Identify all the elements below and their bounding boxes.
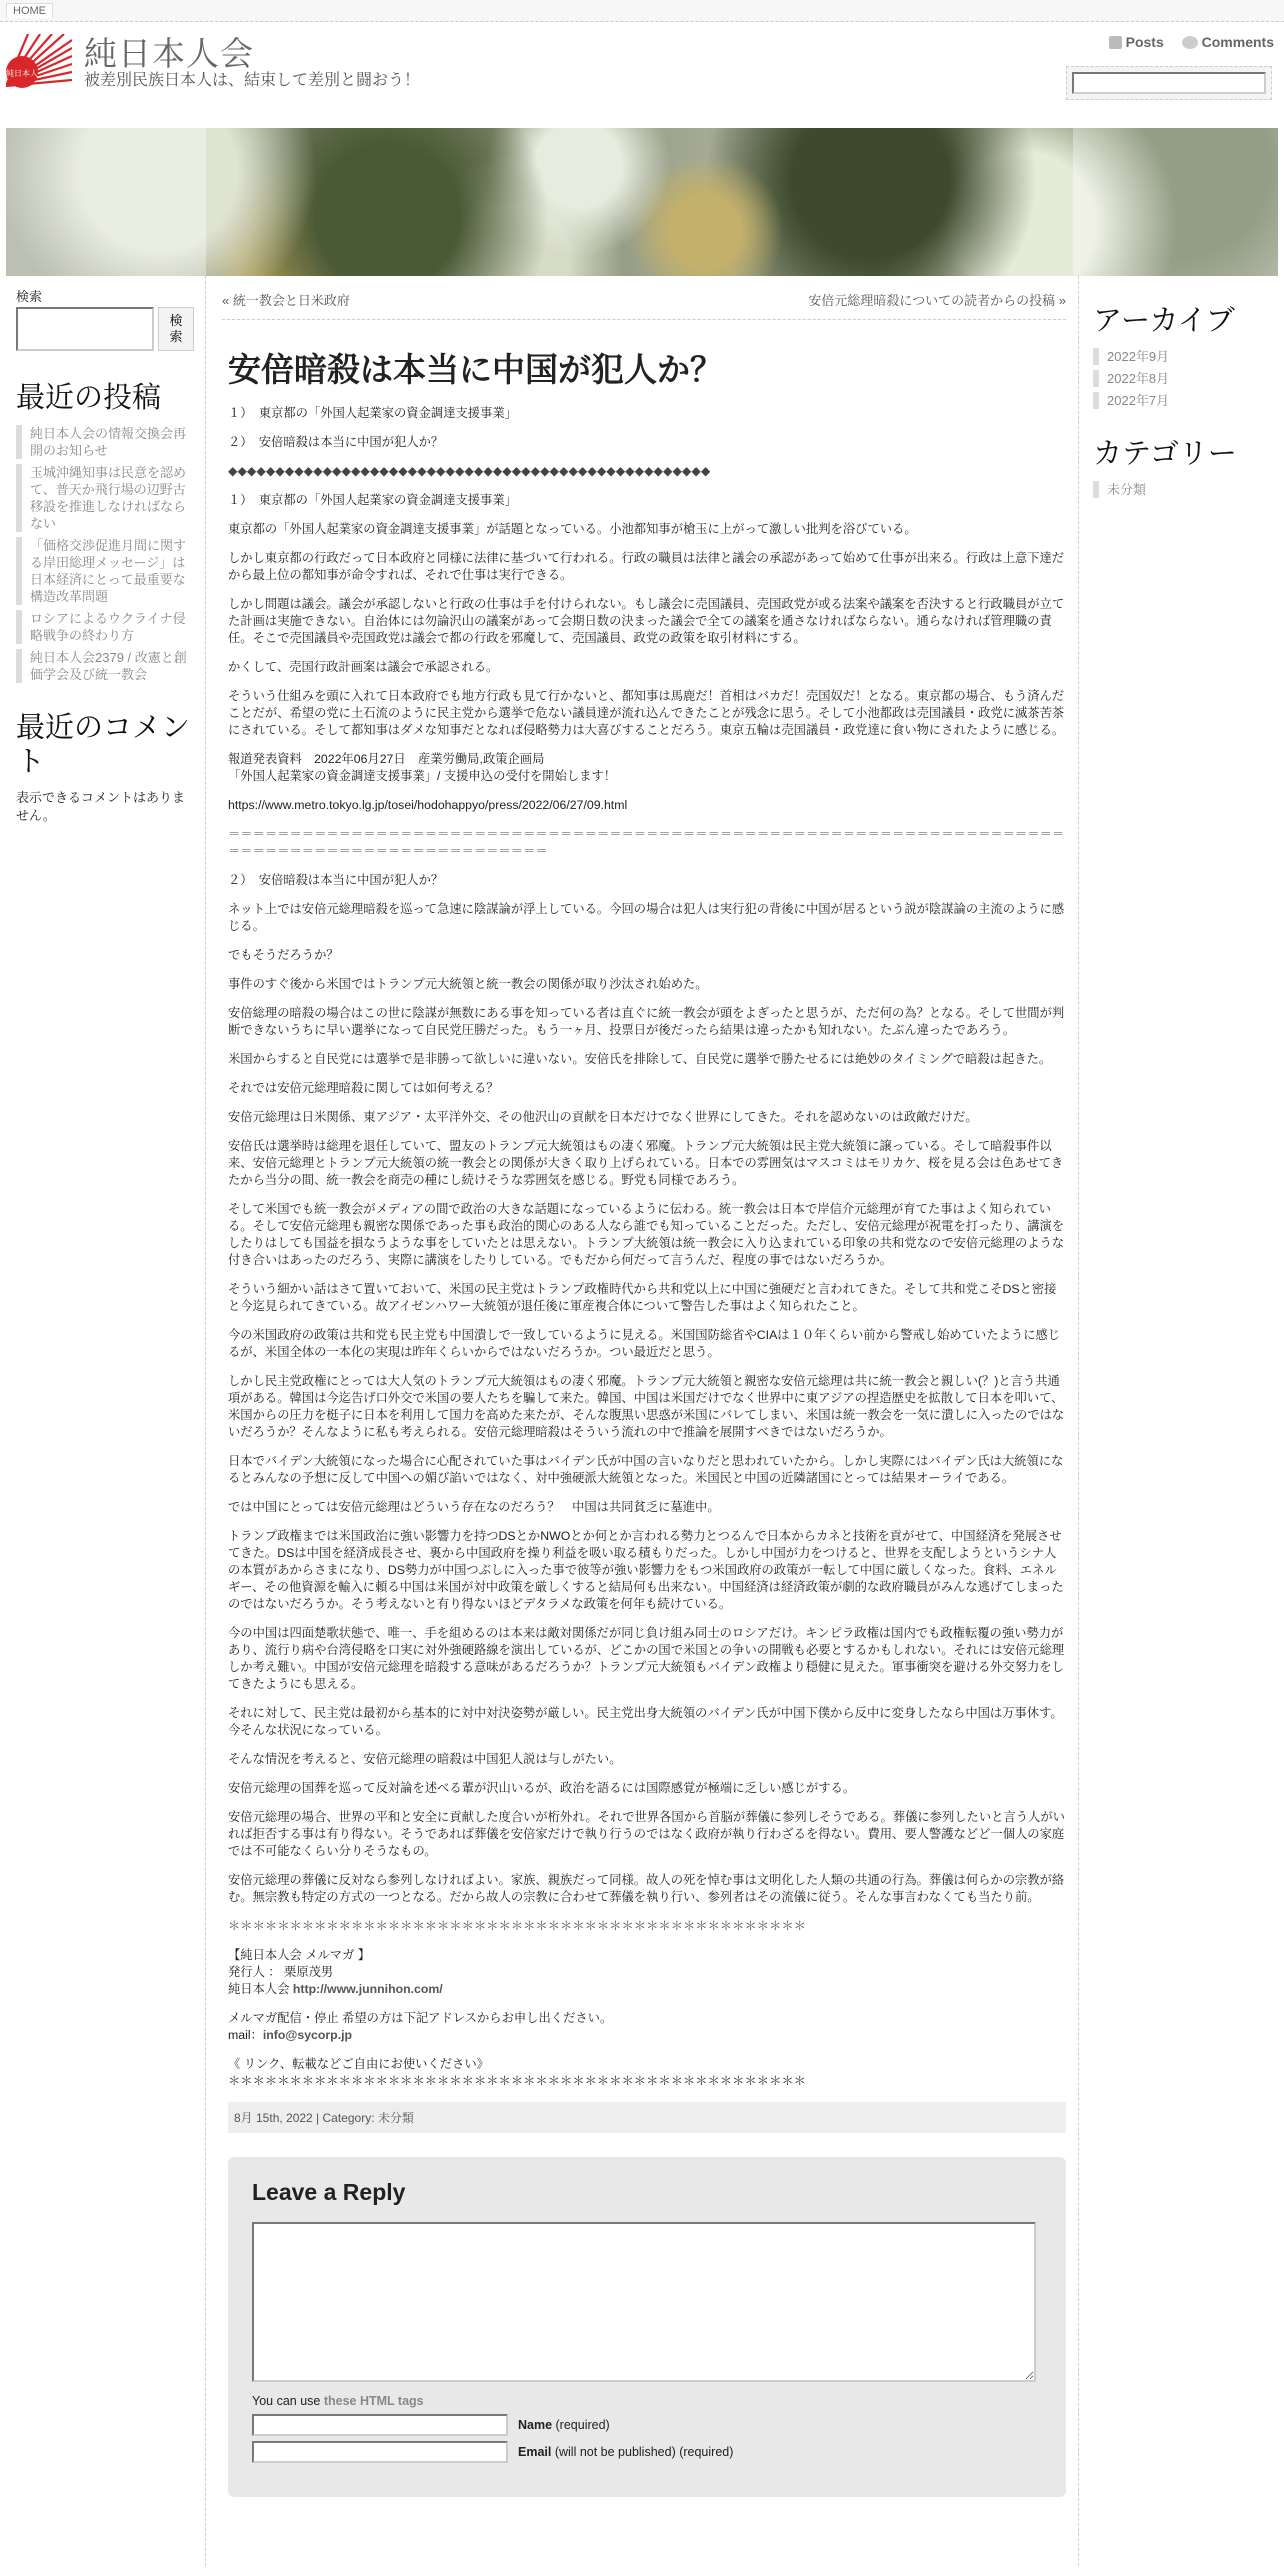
post-meta: 8月 15th, 2022 | Category: 未分類 [228,2102,1066,2133]
post-paragraph: 安倍氏は選挙時は総理を退任していて、盟友のトランプ元大統領はもの凄く邪魔。トランプ元大統領は民主党大統領に譲っている。そして暗殺事件以来、安倍元総理とトランプ元大統領の統一教会との関係が大きく取り上げられている。日本での雰囲気はマスコミはモリカケ、桜を見る会は色あせてきたから当分の間、統一教会を商売の種にし続けそうな雰囲気を感じる。野党も同様であろう。 [228,1139,1064,1187]
name-required: (required) [552,2418,610,2432]
recent-post-link[interactable]: 純日本人会の情報交換会再開のお知らせ [30,426,187,458]
site-url-link[interactable]: http://www.junnihon.com/ [292,1982,443,1996]
post-paragraph: 今の中国は四面楚歌状態で、唯一、手を組めるのは本来は敵対関係だが同じ負け組み同士のロシアだけ。キンピラ政権は国内でも政権転覆の強い勢力があり、流行り病や台湾侵略を口実に対外強硬路線を演出しているが、どこかの国で米国との争いの開戦も必要とするかもしれない。それには安倍元総理しか考え難い。中国が安倍元総理を暗殺する意味があるだろうか？トランプ元大統領もバイデン政権より穏健に見えた。軍事衝突を避ける外交努力をしてきたようにも思える。 [228,1626,1065,1691]
search-label: 検索 [16,289,43,304]
post-paragraph: １） 東京都の「外国人起業家の資金調達支援事業」 [228,406,517,420]
post-paragraph: 米国からすると自民党には選挙で是非勝って欲しいに違いない。安倍氏を排除して、自民党に選挙で勝たせるには絶妙のタイミングで暗殺は起きた。 [228,1052,1052,1066]
email-input[interactable] [252,2441,508,2463]
archive-item[interactable] [1093,348,1264,365]
recent-post-item[interactable] [16,464,195,532]
post-paragraph: 安倍元総理は日米関係、東アジア・太平洋外交、その他沢山の貢献を日本だけでなく世界にしてきた。それを認めないのは政敵だけだ。 [228,1110,978,1124]
recent-post-link[interactable]: 純日本人会2379 / 改憲と創価学会及び統一教会 [30,650,187,682]
recent-post-link[interactable]: 玉城沖縄知事は民意を認めて、普天か飛行場の辺野古移設を推進しなければならない [30,465,187,531]
comments-feed-label: Comments [1201,34,1274,50]
reply-title: Leave a Reply [252,2179,406,2205]
header [0,22,1284,106]
svg-text:純日本人: 純日本人 [6,69,38,78]
html-tags-note [252,2394,1042,2408]
posts-feed-link[interactable] [1109,34,1164,50]
post-paragraph: トランプ政権までは米国政治に強い影響力を持つDSとかNWOとか何とか言われる勢力とつるんで日本からカネと技術を貢がせて、中国経済を発展させてきた。DSは中国を経済成長させ、裏から中国政府を操り利益を吸い取る積もりだった。しかし中国が力をつけると、世界を支配しようというシナ人の本質があからさまになり、DS勢力が中国つぶしに入った事で彼等が強い影響力をもつ米国政府の政策が一転して中国に厳しくなった。食料、エネルギー、その他資源を輸入に頼る中国は米国が対中政策を厳しくすると結局何も出来ない。中国経済は経済政策が劇的な政府職員がみんな逃げてしまったのではないだろうか。そう考えないと有り得ないほどデタラメな政策を何年も続けている。 [228,1529,1064,1611]
post-paragraph: ネット上では安倍元総理暗殺を巡って急速に陰謀論が浮上している。今回の場合は犯人は実行犯の背後に中国が居るという説が陰謀論の主流のように感じる。 [228,902,1065,933]
next-post-link[interactable]: 安倍元総理暗殺についての読者からの投稿 » [808,293,1066,308]
site-logo[interactable] [6,34,72,88]
post-paragraph: ◆◆◆◆◆◆◆◆◆◆◆◆◆◆◆◆◆◆◆◆◆◆◆◆◆◆◆◆◆◆◆◆◆◆◆◆◆◆◆◆◆◆◆◆◆◆◆◆◆◆◆ [228,464,711,478]
comments-feed-link[interactable] [1182,34,1274,50]
name-label [518,2418,610,2432]
category-title: カテゴリー [1093,438,1237,470]
tags-prefix: You can use [252,2394,324,2408]
nav-home[interactable]: HOME [6,3,53,18]
archive-item[interactable] [1093,370,1264,387]
email-label-text: Email [518,2445,552,2459]
site-title[interactable]: 純日本人会 [84,35,254,72]
recent-post-item[interactable] [16,610,195,644]
post-paragraph: でもそうだろうか？ [228,948,339,962]
category-list [1093,481,1264,498]
right-sidebar [1078,276,1278,2568]
post-paragraph: 報道発表資料 2022年06月27日 産業労働局,政策企画局 「外国人起業家の資金調達支援事業」/ 支援申込の受付を開始します！ [228,752,617,783]
post-paragraph: 【純日本人会 メルマガ 】 発行人 ： 栗原茂男 純日本人会 http://www.junnihon.com/ [228,1948,443,1996]
name-field-row [252,2414,1042,2436]
left-sidebar [6,276,206,2568]
archive-link[interactable]: 2022年7月 [1107,393,1170,408]
email-required: (will not be published) (required) [551,2445,734,2459]
recent-post-link[interactable]: ロシアによるウクライナ侵略戦争の終わり方 [30,611,186,643]
post-paragraph: https://www.metro.tokyo.lg.jp/tosei/hodohappyo/press/2022/06/27/09.html [228,798,628,812]
archive-item[interactable] [1093,392,1264,409]
post-title: 安倍暗殺は本当に中国が犯人か？ [228,351,723,388]
post-paragraph: しかし民主党政権にとっては大人気のトランプ元大統領はもの凄く邪魔。トランプ元大統領と親密な安倍元総理は共に統一教会と親しい(？)と言う共通項がある。韓国は今迄告げ口外交で米国の要人たちを騙して来た。韓国、中国は米国だけでなく世界中に東アジアの捏造歴史を拡散して日本を叩いて、米国からの圧力を梃子に日本を利用して国力を高めた来たが、そんな腹黒い思惑が米国にバレてしまい、米国は統一教会を一気に潰しに入ったのではないだろうか？そんなように私も考えられる。安倍元総理暗殺はそういう流れの中で推論を展開すべきではないだろうか。 [228,1374,1065,1439]
header-search-input[interactable] [1072,72,1266,94]
post-paragraph: そういう細かい話はさて置いておいて、米国の民主党はトランプ政権時代から共和党以上に中国に強硬だと言われてきた。そして共和党こそDSと密接と今迄見られてきている。故アイゼンハワー大統領が退任後に軍産複合体について警告した事はよく知られたこと。 [228,1282,1057,1313]
post-paragraph: 日本でバイデン大統領になった場合に心配されていた事はバイデン氏が中国の言いなりだと思われていたから。しかし実際にはバイデン氏は大統領になるとみんなの予想に反して中国への媚び諂いではなく、対中強硬派大統領となった。米国民と中国の近隣諸国にとっては結果オーライである。 [228,1454,1064,1485]
post-paragraph: ２） 安倍暗殺は本当に中国が犯人か？ [228,435,444,449]
post-paragraph: では中国にとっては安倍元総理はどういう存在なのだろう？ 中国は共同貧乏に墓進中。 [228,1500,720,1514]
archive-title: アーカイブ [1093,305,1235,337]
sidebar-search [16,307,195,351]
recent-post-item[interactable] [16,537,195,605]
post-paragraph: そして米国でも統一教会がメディアの間で政治の大きな話題になっているように伝わる。統一教会は日本で岸信介元総理が育てた事はよく知られている。そして安倍元総理も親密な関係であった事も政治的関心のある人なら誰でも知っていることだった。ただし、安倍元総理が祝電を打ったり、講演をしたりはしても国益を損なうような事をしていたとは思えない。トランプ大統領は統一教会に入り込まれている印象の共和党なので安倍元総理のような付き合いはあったのだろう、実際に講演をしたりしている。でもだから何だって言うんだ、程度の事ではないだろうか。 [228,1202,1065,1267]
comment-form [228,2157,1066,2497]
previous-post-link[interactable]: « 統一教会と日米政府 [222,293,350,308]
posts-feed-label: Posts [1125,34,1164,50]
header-banner-image [6,128,1278,276]
comment-textarea[interactable] [252,2222,1036,2382]
sidebar-search-input[interactable] [16,307,154,351]
post-paragraph: 安倍元総理の場合、世界の平和と安全に貢献した度合いが桁外れ。それで世界各国から首脳が葬儀に参列しそうである。葬儀に参列したいと言う人がいれば拒否する事は有り得ない。そうであれば葬儀を安倍家だけで執り行うのではなく政府が執り行わざるを得ない。費用、要人警護などど一個人の家庭では不可能なくらい分りそうなもの。 [228,1810,1065,1858]
name-label-text: Name [518,2418,553,2432]
post-paragraph: 安倍元総理の国葬を巡って反対論を述べる輩が沢山いるが、政治を語るには国際感覚が極端に乏しい感じがする。 [228,1781,856,1795]
mail-link[interactable]: info@sycorp.jp [262,2028,353,2042]
post-paragraph: ＝＝＝＝＝＝＝＝＝＝＝＝＝＝＝＝＝＝＝＝＝＝＝＝＝＝＝＝＝＝＝＝＝＝＝＝＝＝＝＝＝＝＝＝＝＝＝＝＝＝＝＝＝＝＝＝＝＝＝＝＝＝＝＝＝＝＝＝＝＝＝＝＝＝＝＝＝＝＝＝＝＝＝＝＝＝＝＝＝＝＝＝＝＝ [228,827,1065,858]
archive-list [1093,348,1264,409]
main-content [206,276,1078,2568]
post-paragraph: しかし問題は議会。議会が承認しないと行政の仕事は手を付けられない。もし議会に売国議員、売国政党が或る法案や議案を否決すると行政職員が立てた計画は実施できない。自治体には勿論沢山の議案があって会期日数の決まった議会で全ての議案を通さなければならない。通らなければ管理職の責任。そこで売国議員や売国政党は議会で都の行政を邪魔して、売国議員、政党の政策を取引材料にする。 [228,597,1065,645]
post-paragraph: ２） 安倍暗殺は本当に中国が犯人か？ [228,873,444,887]
post-body [228,405,1066,2090]
recent-posts-list [16,425,195,683]
site-tagline: 被差別民族日本人は、結束して差別と闘おう！ [84,72,421,89]
post-paragraph: それでは安倍元総理暗殺に関しては如何考える？ [228,1081,499,1095]
archive-link[interactable]: 2022年8月 [1107,371,1170,386]
post-paragraph: 事件のすぐ後から米国ではトランプ元大統領と統一教会の関係が取り沙汰され始めた。 [228,977,708,991]
post-paragraph: 安倍総理の暗殺の場合はこの世に陰謀が無数にある事を知っている者は直ぐに統一教会が頭をよぎったと思うが、ただ何の為？となる。そして世間が判断できないうちに早い選挙になって自民党圧勝だった。もう一ヶ月、投票日が後だったら結果は違ったかも知れない。たぶん違ったであろう。 [228,1006,1065,1037]
post-navigation [222,290,1066,320]
post-paragraph: かくして、売国行政計画案は議会で承認される。 [228,660,499,674]
email-label [518,2445,733,2459]
comment-bubble-icon [1182,36,1198,49]
no-comments-text: 表示できるコメントはありません。 [16,790,186,823]
post-paragraph: しかし東京都の行政だって日本政府と同様に法律に基づいて行われる。行政の職員は法律と議会の承認があって始めて仕事が出来る。行政は上意下達だから最上位の都知事が命令すれば、それで仕事は実行できる。 [228,551,1065,582]
top-nav [0,0,1284,22]
post-paragraph: 東京都の「外国人起業家の資金調達支援事業」が話題となっている。小池都知事が槍玉に上がって激しい批判を浴びている。 [228,522,917,536]
rss-icon [1109,36,1122,49]
post-paragraph: それに対して、民主党は最初から基本的に対中対決姿勢が厳しい。民主党出身大統領のバイデン氏が中国下僕から反中に変身したなら中国は万事休す。今そんな状況になっている。 [228,1706,1063,1737]
sidebar-search-button[interactable]: 検索 [158,307,194,351]
recent-post-link[interactable]: 「価格交渉促進月間に関する岸田総理メッセージ」は日本経済にとって最重要な構造改革問題 [30,538,187,604]
recent-post-item[interactable] [16,649,195,683]
post-paragraph: １） 東京都の「外国人起業家の資金調達支援事業」 [228,493,517,507]
post-paragraph: 安倍元総理の葬儀に反対なら参列しなければよい。家族、親族だって同様。故人の死を悼む事は文明化した人類の共通の行為。葬儀は何らかの宗教が絡む。無宗教も特定の方式の一つとなる。だから故人の宗教に合わせて葬儀を執り行い、参列者はその流儀に従う。そんな事言わなくても当たり前。 [228,1873,1065,1904]
feed-links [1095,34,1274,52]
name-input[interactable] [252,2414,508,2436]
email-field-row [252,2441,1042,2463]
post-paragraph: ＊＊＊＊＊＊＊＊＊＊＊＊＊＊＊＊＊＊＊＊＊＊＊＊＊＊＊＊＊＊＊＊＊＊＊＊＊＊＊＊＊＊＊＊＊＊＊ [228,1919,806,1933]
archive-link[interactable]: 2022年9月 [1107,349,1170,364]
header-search [1066,66,1272,100]
post-paragraph: そんな情況を考えると、安倍元総理の暗殺は中国犯人説は与しがたい。 [228,1752,622,1766]
post-paragraph: 今の米国政府の政策は共和党も民主党も中国潰しで一致しているように見える。米国国防総省やCIAは１０年くらい前から警戒し始めていたように感じるが、米国全体の一本化の実現は昨年くらいからではないだろうか。つい最近だと思う。 [228,1328,1061,1359]
category-link[interactable]: 未分類 [1107,482,1147,497]
post-paragraph: メルマガ配信・停止 希望の方は下記アドレスからお申し出ください。 mail：info@sycorp.jp [228,2011,613,2042]
post-paragraph: そういう仕組みを頭に入れて日本政府でも地方行政も見て行かないと、都知事は馬鹿だ！首相はバカだ！売国奴だ！となる。東京都の場合、もう済んだことだが、希望の党に土石流のように民主党から選挙で危ない議員達が流れ込んできたことが残念に思う。そして小池都政は売国議員・政党に滅茶苦茶にされている。そして都知事はダメな知事だとなれば侵略勢力は大喜びすることだろう。東京五輪は売国議員・政党達に食い物にされたように感じる。 [228,689,1065,737]
recent-post-item[interactable] [16,425,195,459]
post-paragraph: 《 リンク、転載などご自由にお使いください》 ＊＊＊＊＊＊＊＊＊＊＊＊＊＊＊＊＊＊＊＊＊＊＊＊＊＊＊＊＊＊＊＊＊＊＊＊＊＊＊＊＊＊＊＊＊＊＊ [228,2057,806,2088]
category-item[interactable] [1093,481,1264,498]
recent-posts-title: 最近の投稿 [16,382,162,414]
html-tags-link[interactable]: these HTML tags [323,2394,424,2408]
recent-comments-title: 最近のコメント [16,712,191,778]
